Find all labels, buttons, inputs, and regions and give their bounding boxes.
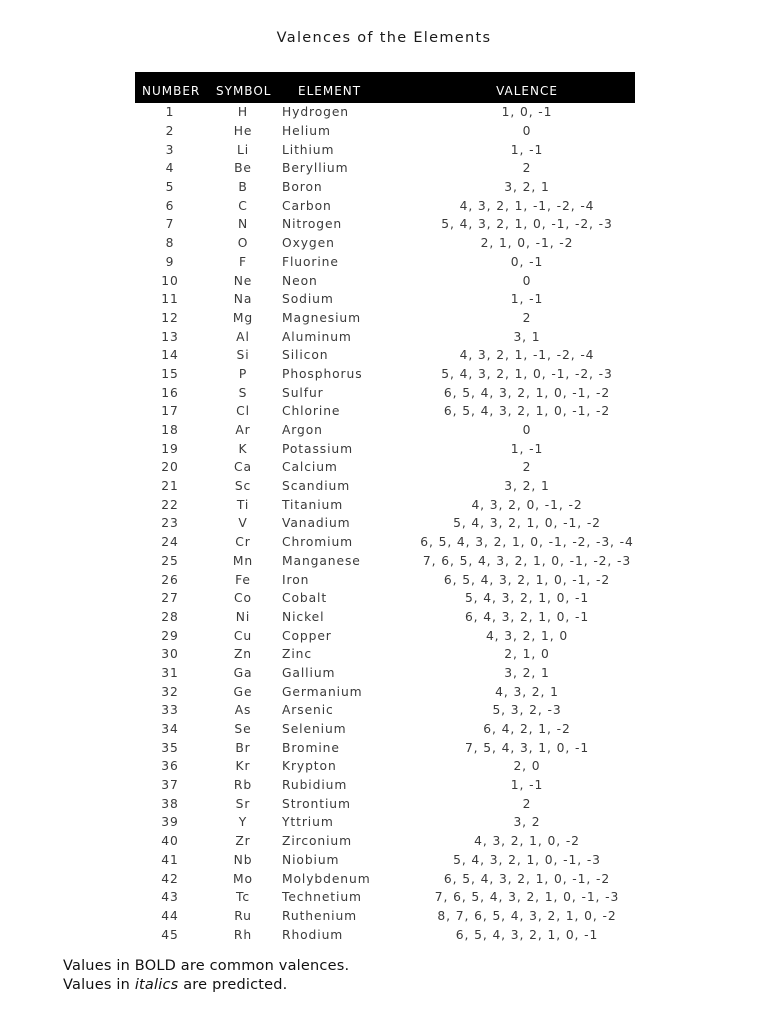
cell-symbol: H xyxy=(237,105,249,120)
valence-table xyxy=(135,72,635,944)
table-header xyxy=(135,72,635,103)
cell-element: Magnesium xyxy=(282,310,362,325)
cell-number: 43 xyxy=(161,890,179,905)
cell-element: Nickel xyxy=(282,609,325,624)
cell-number: 14 xyxy=(161,348,179,363)
cell-element: Selenium xyxy=(282,722,347,737)
cell-number: 22 xyxy=(161,497,179,512)
note-italics-suffix: are predicted. xyxy=(178,977,288,993)
cell-valence: 5, 4, 3, 2, 1, 0, -1 xyxy=(464,591,590,606)
table-row xyxy=(135,514,635,533)
cell-symbol: Kr xyxy=(235,759,251,774)
cell-element: Sodium xyxy=(282,292,334,307)
cell-number: 4 xyxy=(165,161,175,176)
cell-number: 10 xyxy=(161,273,179,288)
cell-number: 7 xyxy=(165,217,175,232)
cell-valence: 3, 1 xyxy=(513,329,541,344)
cell-valence: 2, 1, 0 xyxy=(504,647,550,662)
table-row xyxy=(135,869,635,888)
cell-number: 8 xyxy=(165,236,175,251)
table-row xyxy=(135,271,635,290)
cell-element: Scandium xyxy=(282,479,351,494)
cell-element: Gallium xyxy=(282,665,336,680)
cell-symbol: Nb xyxy=(233,852,253,867)
cell-element: Vanadium xyxy=(282,516,351,531)
table-row xyxy=(135,439,635,458)
cell-element: Argon xyxy=(282,423,323,438)
cell-symbol: C xyxy=(238,198,248,213)
cell-element: Titanium xyxy=(282,497,344,512)
cell-valence: 4, 3, 2, 1, -1, -2, -4 xyxy=(459,198,595,213)
table-row xyxy=(135,738,635,757)
cell-element: Sulfur xyxy=(282,385,324,400)
cell-valence: 6, 5, 4, 3, 2, 1, 0, -1, -2 xyxy=(443,572,611,587)
cell-symbol: He xyxy=(233,124,253,139)
cell-valence: 0, -1 xyxy=(510,254,544,269)
cell-element: Iron xyxy=(282,572,310,587)
cell-number: 33 xyxy=(161,703,179,718)
cell-element: Rubidium xyxy=(282,778,348,793)
cell-number: 36 xyxy=(161,759,179,774)
cell-symbol: Ti xyxy=(236,497,250,512)
cell-number: 16 xyxy=(161,385,179,400)
cell-valence: 1, -1 xyxy=(510,441,544,456)
cell-symbol: Ne xyxy=(233,273,253,288)
table-row xyxy=(135,495,635,514)
cell-symbol: Si xyxy=(236,348,250,363)
cell-element: Aluminum xyxy=(282,329,352,344)
table-row xyxy=(135,383,635,402)
cell-symbol: Cl xyxy=(236,404,250,419)
table-row xyxy=(135,402,635,421)
table-row xyxy=(135,851,635,870)
cell-symbol: B xyxy=(238,180,248,195)
table-row xyxy=(135,327,635,346)
cell-valence: 1, 0, -1 xyxy=(501,105,553,120)
cell-valence: 2 xyxy=(522,460,532,475)
cell-symbol: Ar xyxy=(235,423,251,438)
cell-element: Rhodium xyxy=(282,927,344,942)
header-symbol: SYMBOL xyxy=(216,84,272,98)
cell-number: 41 xyxy=(161,852,179,867)
cell-valence: 0 xyxy=(522,124,532,139)
cell-valence: 6, 5, 4, 3, 2, 1, 0, -1, -2 xyxy=(443,871,611,886)
cell-element: Chromium xyxy=(282,535,354,550)
cell-valence: 2, 1, 0, -1, -2 xyxy=(480,236,574,251)
table-row xyxy=(135,776,635,795)
cell-symbol: P xyxy=(238,366,248,381)
table-row xyxy=(135,103,635,122)
table-row xyxy=(135,645,635,664)
cell-element: Phosphorus xyxy=(282,366,363,381)
cell-valence: 1, -1 xyxy=(510,142,544,157)
cell-number: 44 xyxy=(161,908,179,923)
cell-valence: 6, 5, 4, 3, 2, 1, 0, -1, -2, -3, -4 xyxy=(420,535,634,550)
table-row xyxy=(135,794,635,813)
table-row xyxy=(135,664,635,683)
cell-symbol: Sc xyxy=(234,479,252,494)
table-row xyxy=(135,309,635,328)
cell-number: 3 xyxy=(165,142,175,157)
cell-number: 38 xyxy=(161,796,179,811)
cell-number: 25 xyxy=(161,553,179,568)
cell-element: Helium xyxy=(282,124,331,139)
table-body xyxy=(135,103,635,944)
cell-number: 26 xyxy=(161,572,179,587)
cell-number: 34 xyxy=(161,722,179,737)
note-italics xyxy=(63,976,349,995)
cell-valence: 7, 6, 5, 4, 3, 2, 1, 0, -1, -3 xyxy=(434,890,620,905)
cell-number: 15 xyxy=(161,366,179,381)
cell-symbol: As xyxy=(234,703,252,718)
cell-element: Fluorine xyxy=(282,254,339,269)
cell-symbol: Tc xyxy=(236,890,250,905)
cell-element: Molybdenum xyxy=(282,871,371,886)
cell-number: 12 xyxy=(161,310,179,325)
table-row xyxy=(135,365,635,384)
table-row xyxy=(135,907,635,926)
cell-symbol: Ga xyxy=(233,665,253,680)
cell-number: 1 xyxy=(165,105,175,120)
table-row xyxy=(135,253,635,272)
cell-valence: 3, 2, 1 xyxy=(504,180,550,195)
table-row xyxy=(135,570,635,589)
cell-symbol: Rb xyxy=(233,778,253,793)
cell-element: Zinc xyxy=(282,647,312,662)
cell-element: Manganese xyxy=(282,553,361,568)
table-row xyxy=(135,552,635,571)
table-row xyxy=(135,140,635,159)
cell-valence: 2, 0 xyxy=(513,759,541,774)
notes xyxy=(63,957,349,995)
cell-number: 23 xyxy=(161,516,179,531)
cell-valence: 2 xyxy=(522,161,532,176)
table-row xyxy=(135,701,635,720)
cell-valence: 4, 3, 2, 0, -1, -2 xyxy=(471,497,583,512)
cell-number: 27 xyxy=(161,591,179,606)
cell-number: 37 xyxy=(161,778,179,793)
cell-valence: 1, -1 xyxy=(510,292,544,307)
cell-symbol: K xyxy=(238,441,248,456)
cell-number: 45 xyxy=(161,927,179,942)
cell-number: 32 xyxy=(161,684,179,699)
cell-valence: 6, 5, 4, 3, 2, 1, 0, -1, -2 xyxy=(443,385,611,400)
cell-valence: 6, 5, 4, 3, 2, 1, 0, -1 xyxy=(455,927,599,942)
cell-symbol: Ca xyxy=(234,460,252,475)
cell-element: Hydrogen xyxy=(282,105,350,120)
table-row xyxy=(135,196,635,215)
table-row xyxy=(135,122,635,141)
note-italics-word: italics xyxy=(134,977,179,993)
cell-symbol: Y xyxy=(238,815,248,830)
cell-symbol: S xyxy=(238,385,248,400)
cell-number: 21 xyxy=(161,479,179,494)
cell-valence: 5, 3, 2, -3 xyxy=(492,703,562,718)
cell-number: 6 xyxy=(165,198,175,213)
cell-element: Niobium xyxy=(282,852,340,867)
table-row xyxy=(135,589,635,608)
table-row xyxy=(135,178,635,197)
cell-element: Yttrium xyxy=(282,815,334,830)
cell-symbol: Ge xyxy=(233,684,253,699)
cell-symbol: Se xyxy=(234,722,252,737)
table-row xyxy=(135,159,635,178)
cell-element: Germanium xyxy=(282,684,363,699)
cell-number: 17 xyxy=(161,404,179,419)
cell-valence: 8, 7, 6, 5, 4, 3, 2, 1, 0, -2 xyxy=(437,908,617,923)
cell-symbol: Ni xyxy=(235,609,251,624)
cell-element: Zirconium xyxy=(282,834,352,849)
cell-symbol: Br xyxy=(235,740,251,755)
cell-element: Beryllium xyxy=(282,161,349,176)
cell-number: 18 xyxy=(161,423,179,438)
cell-valence: 5, 4, 3, 2, 1, 0, -1, -3 xyxy=(453,852,601,867)
table-row xyxy=(135,682,635,701)
cell-valence: 5, 4, 3, 2, 1, 0, -1, -2 xyxy=(453,516,601,531)
cell-number: 42 xyxy=(161,871,179,886)
cell-element: Krypton xyxy=(282,759,337,774)
cell-symbol: Li xyxy=(236,142,250,157)
cell-symbol: Ru xyxy=(234,908,252,923)
cell-valence: 4, 3, 2, 1, 0 xyxy=(485,628,569,643)
cell-number: 30 xyxy=(161,647,179,662)
cell-element: Lithium xyxy=(282,142,335,157)
header-element: ELEMENT xyxy=(298,84,362,98)
cell-number: 13 xyxy=(161,329,179,344)
cell-element: Copper xyxy=(282,628,332,643)
cell-symbol: Co xyxy=(234,591,252,606)
cell-valence: 6, 4, 3, 2, 1, 0, -1 xyxy=(464,609,590,624)
cell-element: Neon xyxy=(282,273,318,288)
cell-symbol: Be xyxy=(234,161,252,176)
table-row xyxy=(135,458,635,477)
table-row xyxy=(135,720,635,739)
cell-valence: 0 xyxy=(522,423,532,438)
table-row xyxy=(135,757,635,776)
cell-symbol: Al xyxy=(236,329,250,344)
cell-element: Silicon xyxy=(282,348,329,363)
cell-symbol: O xyxy=(237,236,249,251)
note-bold: Values in BOLD are common valences. xyxy=(63,958,350,974)
cell-element: Cobalt xyxy=(282,591,328,606)
cell-element: Potassium xyxy=(282,441,353,456)
cell-number: 20 xyxy=(161,460,179,475)
table-row xyxy=(135,888,635,907)
table-row xyxy=(135,346,635,365)
cell-element: Boron xyxy=(282,180,323,195)
cell-element: Chlorine xyxy=(282,404,341,419)
cell-valence: 7, 5, 4, 3, 1, 0, -1 xyxy=(464,740,590,755)
cell-element: Oxygen xyxy=(282,236,335,251)
cell-number: 2 xyxy=(165,124,175,139)
cell-valence: 3, 2 xyxy=(513,815,541,830)
cell-number: 28 xyxy=(161,609,179,624)
cell-symbol: Cu xyxy=(233,628,253,643)
cell-number: 39 xyxy=(161,815,179,830)
cell-valence: 7, 6, 5, 4, 3, 2, 1, 0, -1, -2, -3 xyxy=(422,553,632,568)
cell-element: Technetium xyxy=(282,890,362,905)
cell-valence: 5, 4, 3, 2, 1, 0, -1, -2, -3 xyxy=(441,217,613,232)
cell-valence: 3, 2, 1 xyxy=(504,665,550,680)
cell-valence: 2 xyxy=(522,310,532,325)
cell-element: Nitrogen xyxy=(282,217,343,232)
cell-number: 19 xyxy=(161,441,179,456)
cell-element: Calcium xyxy=(282,460,338,475)
cell-element: Ruthenium xyxy=(282,908,358,923)
cell-number: 24 xyxy=(161,535,179,550)
table-row xyxy=(135,832,635,851)
cell-symbol: Mn xyxy=(232,553,254,568)
cell-number: 5 xyxy=(165,180,175,195)
cell-valence: 1, -1 xyxy=(510,778,544,793)
cell-symbol: Fe xyxy=(235,572,251,587)
cell-symbol: Sr xyxy=(235,796,251,811)
cell-valence: 5, 4, 3, 2, 1, 0, -1, -2, -3 xyxy=(441,366,613,381)
table-row xyxy=(135,925,635,944)
cell-symbol: Na xyxy=(233,292,253,307)
table-row xyxy=(135,608,635,627)
cell-number: 11 xyxy=(161,292,179,307)
table-row xyxy=(135,626,635,645)
cell-valence: 3, 2, 1 xyxy=(504,479,550,494)
cell-valence: 6, 4, 2, 1, -2 xyxy=(483,722,571,737)
table-row xyxy=(135,290,635,309)
header-number: NUMBER xyxy=(142,84,201,98)
cell-number: 29 xyxy=(161,628,179,643)
cell-symbol: V xyxy=(238,516,248,531)
cell-element: Arsenic xyxy=(282,703,334,718)
table-row xyxy=(135,813,635,832)
cell-element: Bromine xyxy=(282,740,340,755)
cell-symbol: Mg xyxy=(232,310,254,325)
note-italics-prefix: Values in xyxy=(63,977,135,993)
table-row xyxy=(135,533,635,552)
cell-number: 35 xyxy=(161,740,179,755)
cell-valence: 4, 3, 2, 1, 0, -2 xyxy=(474,834,580,849)
cell-number: 9 xyxy=(165,254,175,269)
table-row xyxy=(135,421,635,440)
cell-valence: 2 xyxy=(522,796,532,811)
cell-symbol: Rh xyxy=(233,927,253,942)
cell-symbol: Mo xyxy=(233,871,253,886)
cell-symbol: Zn xyxy=(233,647,253,662)
cell-symbol: N xyxy=(237,217,249,232)
cell-valence: 6, 5, 4, 3, 2, 1, 0, -1, -2 xyxy=(443,404,611,419)
document-title: Valences of the Elements xyxy=(276,30,492,46)
cell-symbol: Cr xyxy=(235,535,251,550)
cell-number: 40 xyxy=(161,834,179,849)
cell-element: Carbon xyxy=(282,198,332,213)
cell-number: 31 xyxy=(161,665,179,680)
cell-valence: 4, 3, 2, 1 xyxy=(495,684,559,699)
cell-valence: 0 xyxy=(522,273,532,288)
cell-symbol: Zr xyxy=(235,834,251,849)
table-row xyxy=(135,477,635,496)
table-row xyxy=(135,215,635,234)
table-row xyxy=(135,234,635,253)
cell-element: Strontium xyxy=(282,796,351,811)
cell-symbol: F xyxy=(239,254,247,269)
header-valence: VALENCE xyxy=(496,84,558,98)
cell-valence: 4, 3, 2, 1, -1, -2, -4 xyxy=(459,348,595,363)
